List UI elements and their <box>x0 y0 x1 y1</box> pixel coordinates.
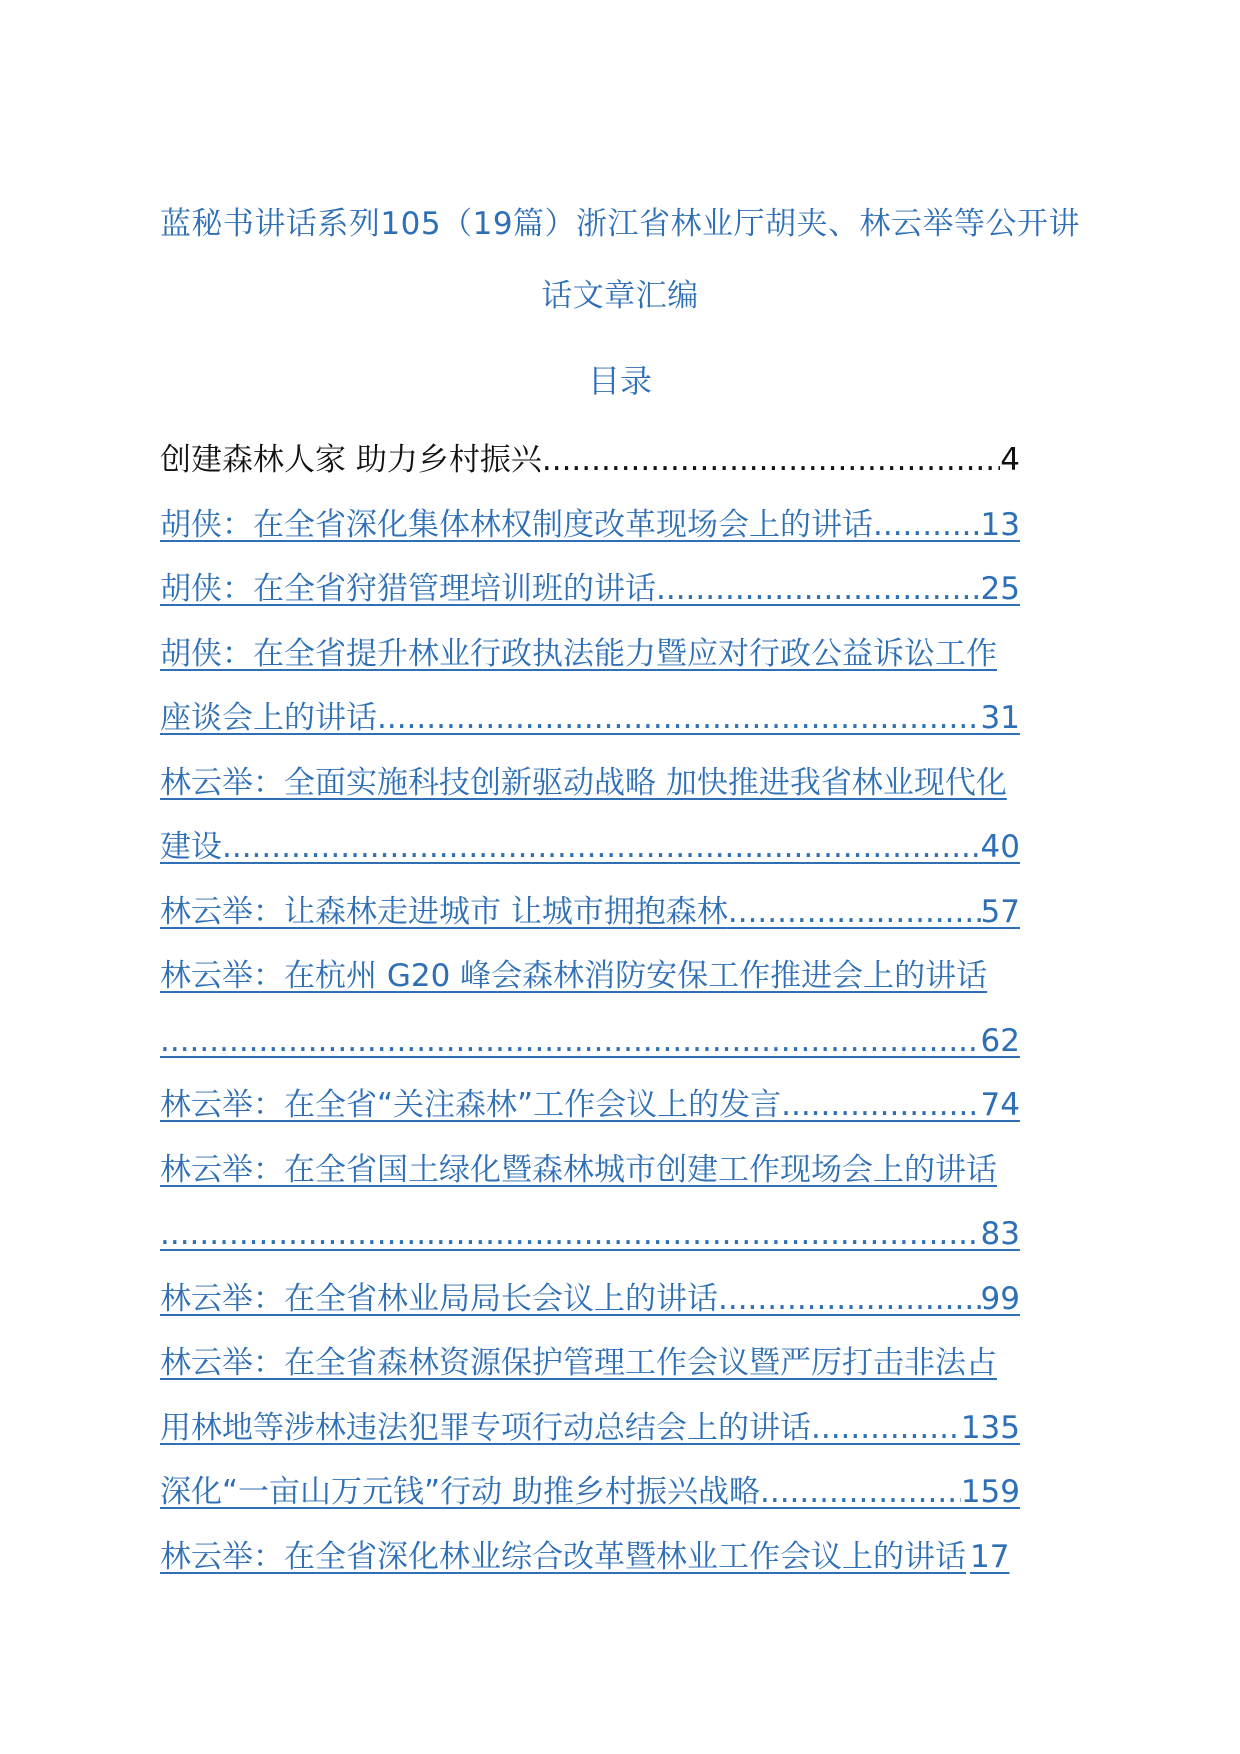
toc-page-number: 62 <box>980 1022 1020 1059</box>
table-of-contents <box>160 428 1100 1589</box>
toc-entry-title: 林云举：在全省深化林业综合改革暨林业工作会议上的讲话 <box>160 1538 966 1575</box>
toc-entry-title: 胡侠：在全省狩猎管理培训班的讲话 <box>160 571 656 607</box>
toc-page-number: 159 <box>960 1474 1020 1510</box>
toc-heading: 目录 <box>587 362 652 400</box>
toc-entry-continuation[interactable]: 胡侠：在全省提升林业行政执法能力暨应对行政公益诉讼工作 <box>160 635 997 672</box>
toc-entry[interactable] <box>160 1396 1100 1461</box>
toc-page-number: 83 <box>980 1216 1020 1252</box>
toc-page-number: 40 <box>980 829 1020 865</box>
toc-entry[interactable] <box>160 1267 1100 1332</box>
toc-entry[interactable] <box>160 1073 1100 1138</box>
toc-leader-dots <box>377 686 981 751</box>
toc-leader-dots <box>718 1267 981 1332</box>
toc-entry-title: 建设 <box>160 829 222 865</box>
toc-leader-dots <box>656 557 981 622</box>
toc-leader-dots <box>873 493 981 558</box>
toc-entry[interactable] <box>160 815 1100 880</box>
toc-entry-title: 创建森林人家 助力乡村振兴 <box>160 442 542 478</box>
toc-entry-title: 胡侠：在全省深化集体林权制度改革现场会上的讲话 <box>160 506 873 543</box>
toc-entry[interactable] <box>160 493 1100 558</box>
toc-entry[interactable] <box>160 1460 1100 1525</box>
toc-page-number: 25 <box>980 571 1020 607</box>
toc-leader-dots <box>160 1009 981 1074</box>
toc-entry-title: 林云举：让森林走进城市 让城市拥抱森林 <box>160 893 728 930</box>
toc-entry-title: 深化“一亩山万元钱”行动 助推乡村振兴战略 <box>160 1474 760 1510</box>
toc-entry <box>160 428 1100 493</box>
toc-leader-dots <box>781 1073 980 1138</box>
toc-entry-continuation[interactable]: 林云举：在全省国土绿化暨森林城市创建工作现场会上的讲话 <box>160 1151 997 1188</box>
document-title: 蓝秘书讲话系列105（19篇）浙江省林业厅胡夹、林云举等公开讲话文章汇编 <box>159 206 1081 314</box>
toc-entry[interactable] <box>160 557 1100 622</box>
toc-entry-continuation[interactable]: 林云举：在杭州 G20 峰会森林消防安保工作推进会上的讲话 <box>160 958 988 994</box>
toc-entry[interactable] <box>160 1525 1100 1590</box>
toc-entry-title: 林云举：在全省“关注森林”工作会议上的发言 <box>160 1087 782 1123</box>
toc-entry[interactable] <box>160 1202 1100 1267</box>
toc-entry-title: 座谈会上的讲话 <box>160 700 377 736</box>
toc-leader-dots <box>760 1460 961 1525</box>
toc-entry-title: 用林地等涉林违法犯罪专项行动总结会上的讲话 <box>160 1409 811 1446</box>
toc-page-number: 4 <box>1000 442 1020 478</box>
toc-entry-continuation[interactable]: 林云举：在全省森林资源保护管理工作会议暨严厉打击非法占 <box>160 1345 997 1381</box>
toc-leader-dots <box>222 815 981 880</box>
toc-leader-dots <box>542 428 1000 493</box>
toc-entry-title: 林云举：在全省林业局局长会议上的讲话 <box>160 1280 718 1317</box>
toc-page-number: 31 <box>980 700 1020 736</box>
toc-page-number: 74 <box>980 1087 1020 1123</box>
toc-entry[interactable] <box>160 880 1100 945</box>
toc-entry-continuation[interactable]: 林云举：全面实施科技创新驱动战略 加快推进我省林业现代化 <box>160 764 1007 801</box>
toc-leader-dots <box>160 1202 981 1267</box>
toc-entry[interactable] <box>160 1009 1100 1074</box>
toc-page-number: 57 <box>980 893 1020 930</box>
toc-entry[interactable] <box>160 686 1100 751</box>
toc-page-number: 17 <box>970 1538 1010 1575</box>
toc-leader-dots <box>728 880 981 945</box>
toc-page-number: 135 <box>960 1409 1020 1446</box>
toc-page-number: 99 <box>980 1280 1020 1317</box>
toc-page-number: 13 <box>980 506 1020 543</box>
toc-leader-dots <box>811 1396 961 1461</box>
